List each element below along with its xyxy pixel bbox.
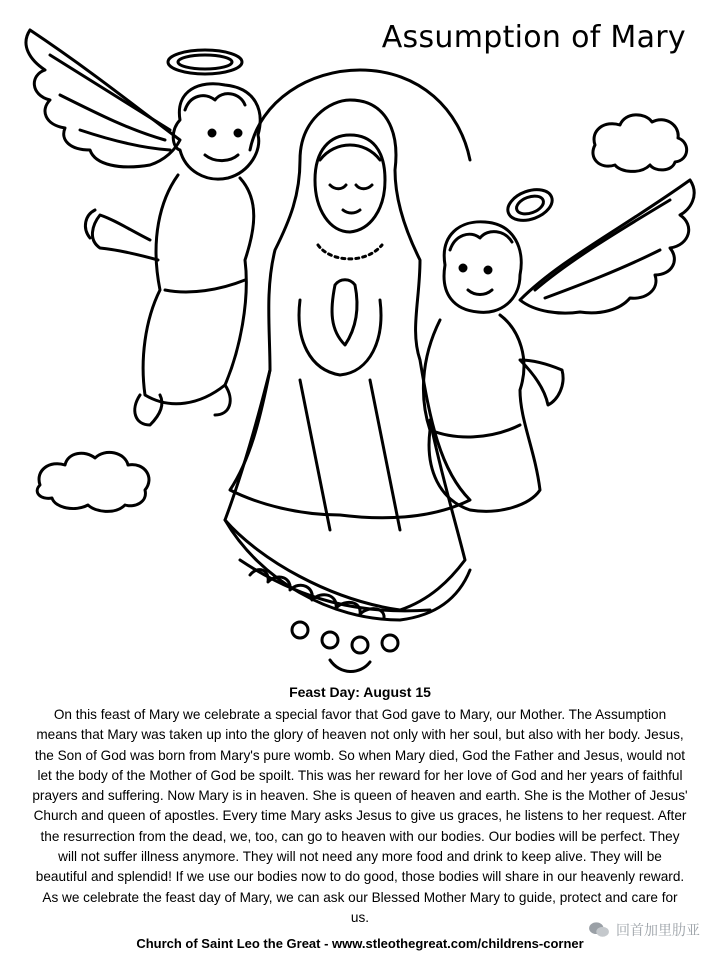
cloud — [593, 115, 687, 172]
feast-day-heading: Feast Day: August 15 — [289, 684, 431, 700]
right-angel-halo — [504, 184, 557, 226]
cloud — [37, 452, 149, 511]
feast-description: On this feast of Mary we celebrate a special favor that God gave to Mary, our Mother. The Assumption means that Mary was taken up into the glory of heaven not only with her soul, but also with her body. Jesus, the Son of God was born from Mary's pure womb. So when Mary died, God the Father and Jesus, would not let the body of the Mother of God be spoilt. This was her reward for her love of God and her years of faithful prayers and suffering. Now Mary is in heaven. She is queen of heaven and earth. She is the Mother of Jesus' Church and queen of apostles. Every time Mary asks Jesus to give us graces, he listens to her request. After the resurrection from the dead, we, too, can go to heaven with our bodies. Our bodies will be perfect. They will not suffer illness anymore. They will not need any more food and drink to keep alive. They will be beautiful and splendid! If we use our bodies now to do good, those bodies will share in our heavenly reward. As we celebrate the feast day of Mary, we can ask our Blessed Mother Mary to guide, protect and care for us. — [32, 707, 688, 925]
right-angel-body — [423, 315, 540, 511]
footer-credit: Church of Saint Leo the Great - www.stleothegreat.com/childrens-corner — [136, 936, 584, 951]
left-angel-wing — [26, 30, 180, 167]
watermark-text: 回首加里肋亚 — [616, 922, 700, 938]
left-angel-body — [143, 175, 254, 404]
wechat-icon — [588, 921, 610, 939]
watermark — [588, 920, 700, 940]
mary-veil — [230, 100, 470, 518]
mary-face — [315, 135, 385, 232]
page-title: Assumption of Mary — [381, 20, 686, 55]
mary-hands — [332, 280, 357, 345]
